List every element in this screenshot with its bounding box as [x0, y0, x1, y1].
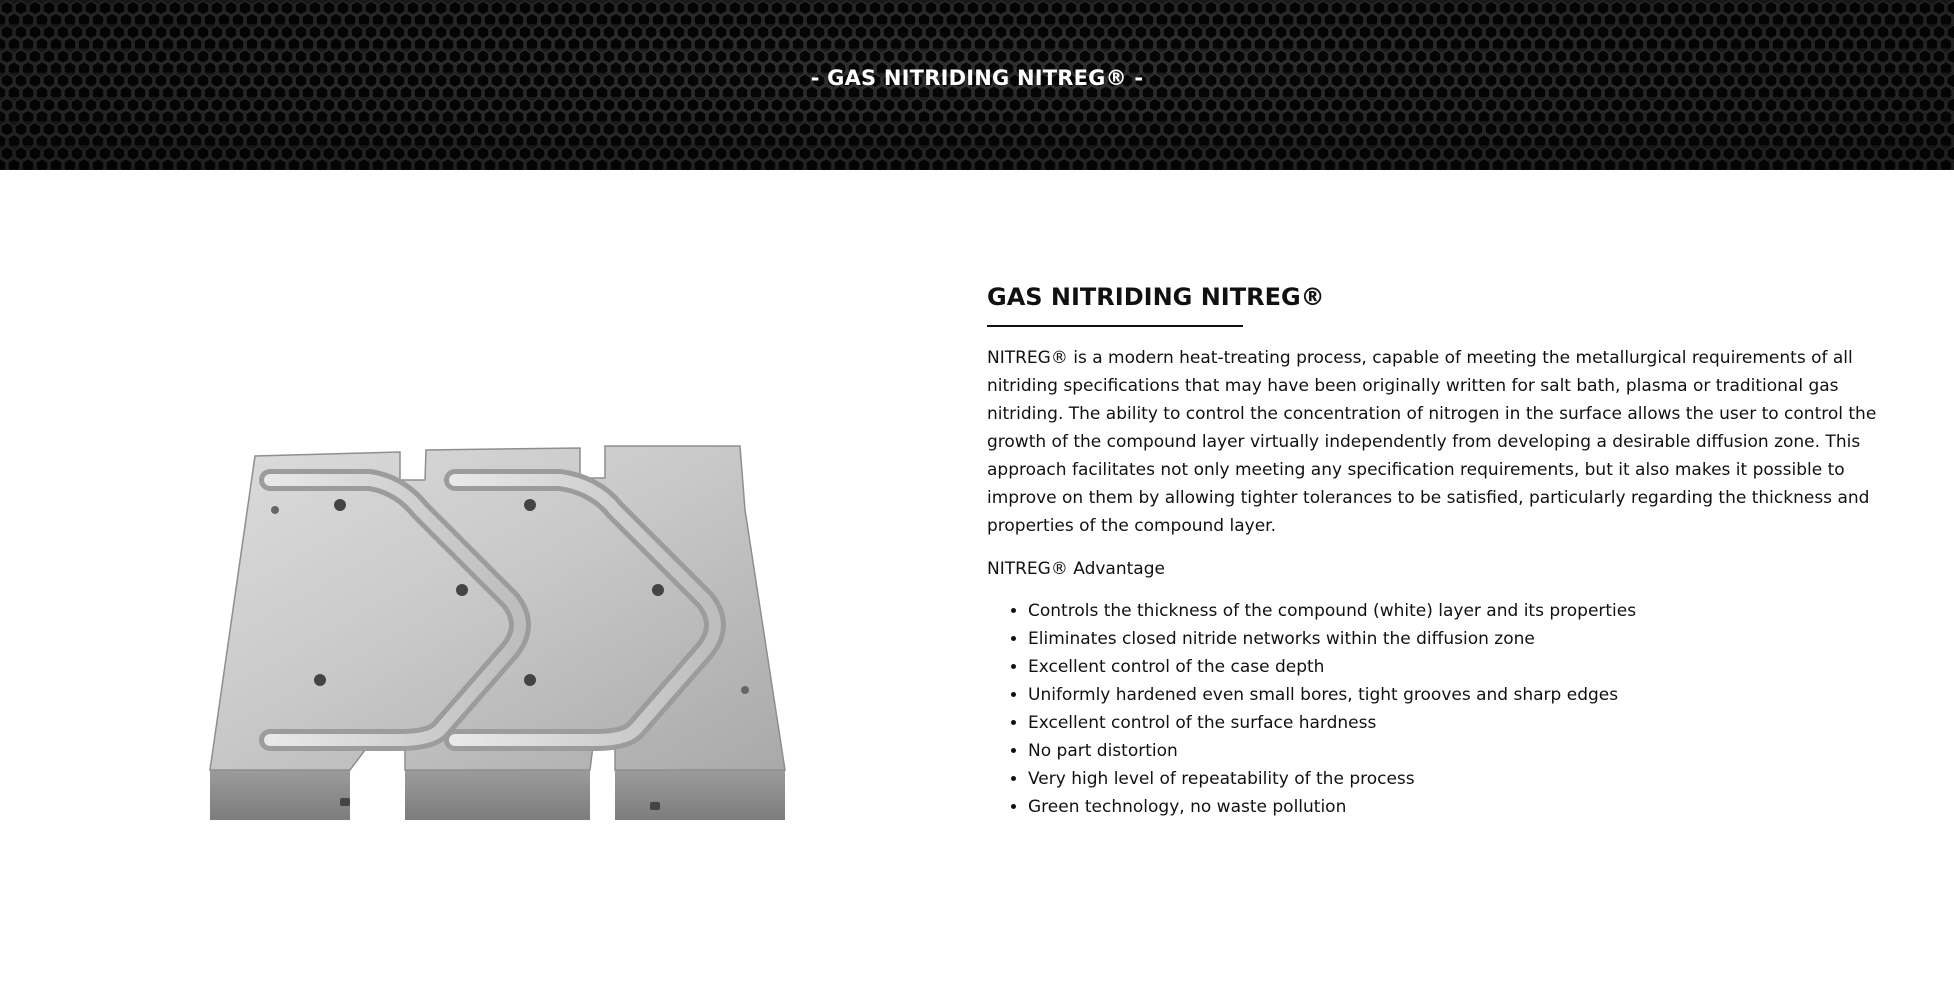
advantages-list [987, 597, 1897, 821]
list-item: • Uniformly hardened even small bores, tight grooves and sharp edges [1028, 681, 1897, 709]
list-item: • Controls the thickness of the compound (white) layer and its properties [1028, 597, 1897, 625]
article-intro: NITREG® is a modern heat-treating process, capable of meeting the metallurgical requirements of all nitriding specifications that may have been originally written for salt bath, plasma or traditional gas nitriding. The ability to control the concentration of nitrogen in the surface allows the user to control the growth of the compound layer virtually independently from developing a desirable diffusion zone. This approach facilitates not only meeting any specification requirements, but it also makes it possible to improve on them by allowing tighter tolerances to be satisfied, particularly regarding the thickness and properties of the compound layer. [987, 348, 1877, 536]
list-item: • Green technology, no waste pollution [1028, 793, 1897, 821]
product-image [200, 440, 800, 840]
banner-title: - GAS NITRIDING NITREG® - [810, 66, 1144, 90]
list-item: • Eliminates closed nitride networks within the diffusion zone [1028, 625, 1897, 653]
article-content [987, 280, 1897, 821]
heading-underline [987, 325, 1243, 327]
article-heading: GAS NITRIDING NITREG® [987, 283, 1325, 311]
list-item: • Very high level of repeatability of the process [1028, 765, 1897, 793]
list-item: • Excellent control of the surface hardness [1028, 709, 1897, 737]
list-item: • Excellent control of the case depth [1028, 653, 1897, 681]
metal-die-mold-plate-icon [200, 440, 800, 840]
page-banner [0, 0, 1954, 170]
advantage-label: NITREG® Advantage [987, 559, 1165, 579]
list-item: • No part distortion [1028, 737, 1897, 765]
